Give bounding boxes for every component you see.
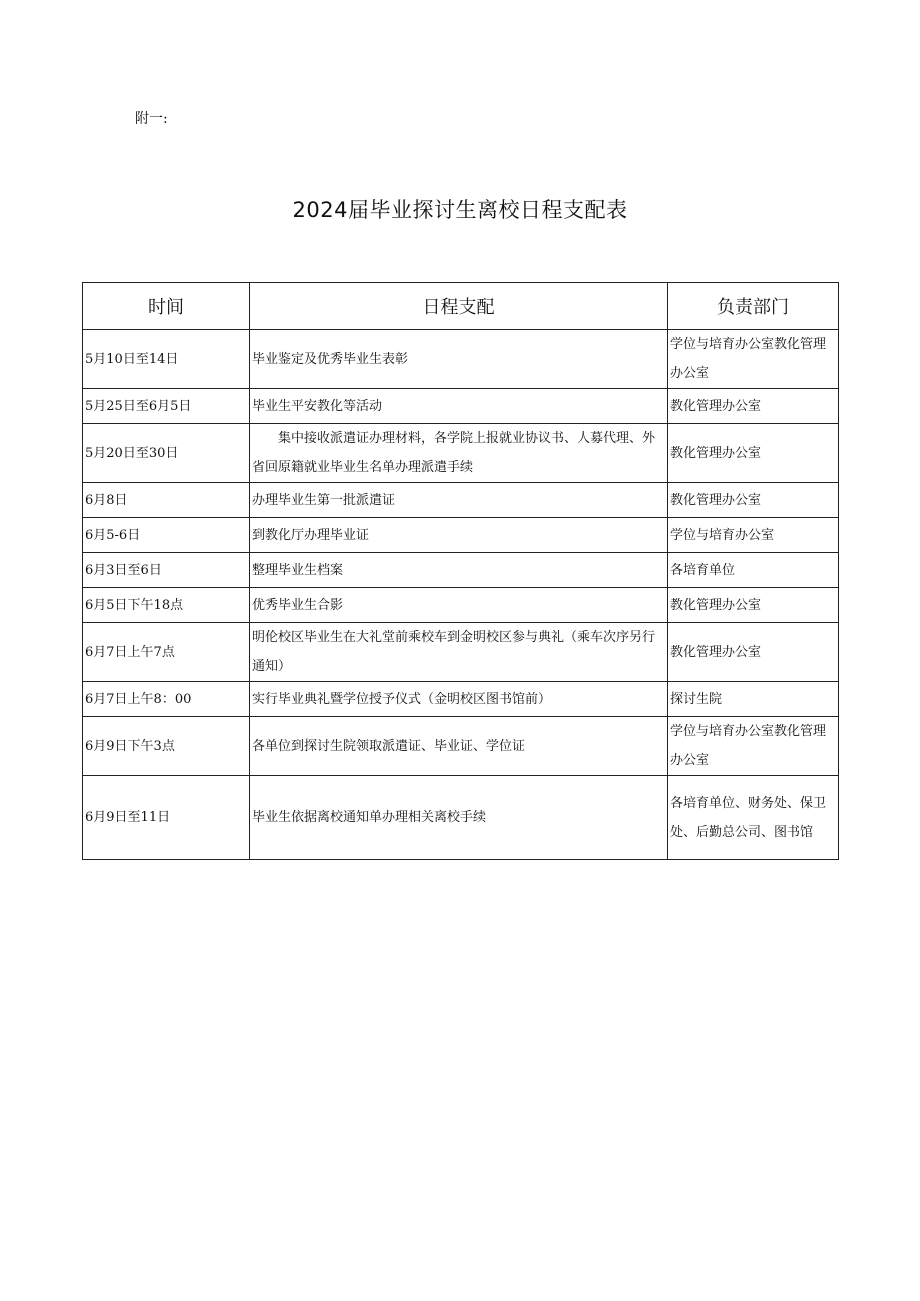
- cell-schedule: 毕业生平安教化等活动: [250, 389, 668, 424]
- header-time: 时间: [83, 283, 250, 330]
- cell-department: 各培育单位: [668, 553, 839, 588]
- cell-time: 6月7日上午8：00: [83, 682, 250, 717]
- cell-time: 6月9日至11日: [83, 776, 250, 860]
- table-row: [83, 330, 839, 389]
- cell-schedule: 集中接收派遣证办理材料，各学院上报就业协议书、人募代理、外省回原籍就业毕业生名单办理派遣手续: [250, 424, 668, 483]
- cell-schedule: 毕业生依据离校通知单办理相关离校手续: [250, 776, 668, 860]
- schedule-table: [82, 282, 839, 860]
- table-body: [83, 330, 839, 860]
- cell-time: 5月10日至14日: [83, 330, 250, 389]
- table-row: [83, 588, 839, 623]
- table-row: [83, 776, 839, 860]
- cell-schedule: 实行毕业典礼暨学位授予仪式（金明校区图书馆前）: [250, 682, 668, 717]
- cell-time: 6月5日下午18点: [83, 588, 250, 623]
- cell-schedule: 办理毕业生第一批派遣证: [250, 483, 668, 518]
- cell-schedule: 明伦校区毕业生在大礼堂前乘校车到金明校区参与典礼（乘车次序另行通知）: [250, 623, 668, 682]
- document-title: 2024届毕业探讨生离校日程支配表: [292, 198, 628, 222]
- cell-department: 教化管理办公室: [668, 623, 839, 682]
- header-schedule: 日程支配: [250, 283, 668, 330]
- cell-department: 学位与培育办公室: [668, 518, 839, 553]
- cell-department: 教化管理办公室: [668, 389, 839, 424]
- cell-department: 探讨生院: [668, 682, 839, 717]
- cell-time: 6月8日: [83, 483, 250, 518]
- cell-schedule: 毕业鉴定及优秀毕业生表彰: [250, 330, 668, 389]
- cell-time: 6月7日上午7点: [83, 623, 250, 682]
- table-row: [83, 623, 839, 682]
- cell-department: 学位与培育办公室教化管理办公室: [668, 717, 839, 776]
- table-row: [83, 389, 839, 424]
- cell-schedule: 整理毕业生档案: [250, 553, 668, 588]
- cell-time: 5月25日至6月5日: [83, 389, 250, 424]
- cell-time: 6月3日至6日: [83, 553, 250, 588]
- table-row: [83, 717, 839, 776]
- table-header-row: [83, 283, 839, 330]
- attachment-label: 附一:: [135, 111, 168, 127]
- cell-time: 6月9日下午3点: [83, 717, 250, 776]
- cell-schedule: 到教化厅办理毕业证: [250, 518, 668, 553]
- table-row: [83, 553, 839, 588]
- cell-schedule: 各单位到探讨生院领取派遣证、毕业证、学位证: [250, 717, 668, 776]
- cell-department: 学位与培育办公室教化管理办公室: [668, 330, 839, 389]
- cell-department: 教化管理办公室: [668, 424, 839, 483]
- cell-department: 教化管理办公室: [668, 588, 839, 623]
- table-row: [83, 518, 839, 553]
- table-row: [83, 483, 839, 518]
- header-department: 负责部门: [668, 283, 839, 330]
- cell-schedule: 优秀毕业生合影: [250, 588, 668, 623]
- cell-department: 教化管理办公室: [668, 483, 839, 518]
- table-row: [83, 424, 839, 483]
- cell-department: 各培育单位、财务处、保卫处、后勤总公司、图书馆: [668, 776, 839, 860]
- cell-time: 6月5-6日: [83, 518, 250, 553]
- cell-time: 5月20日至30日: [83, 424, 250, 483]
- table-row: [83, 682, 839, 717]
